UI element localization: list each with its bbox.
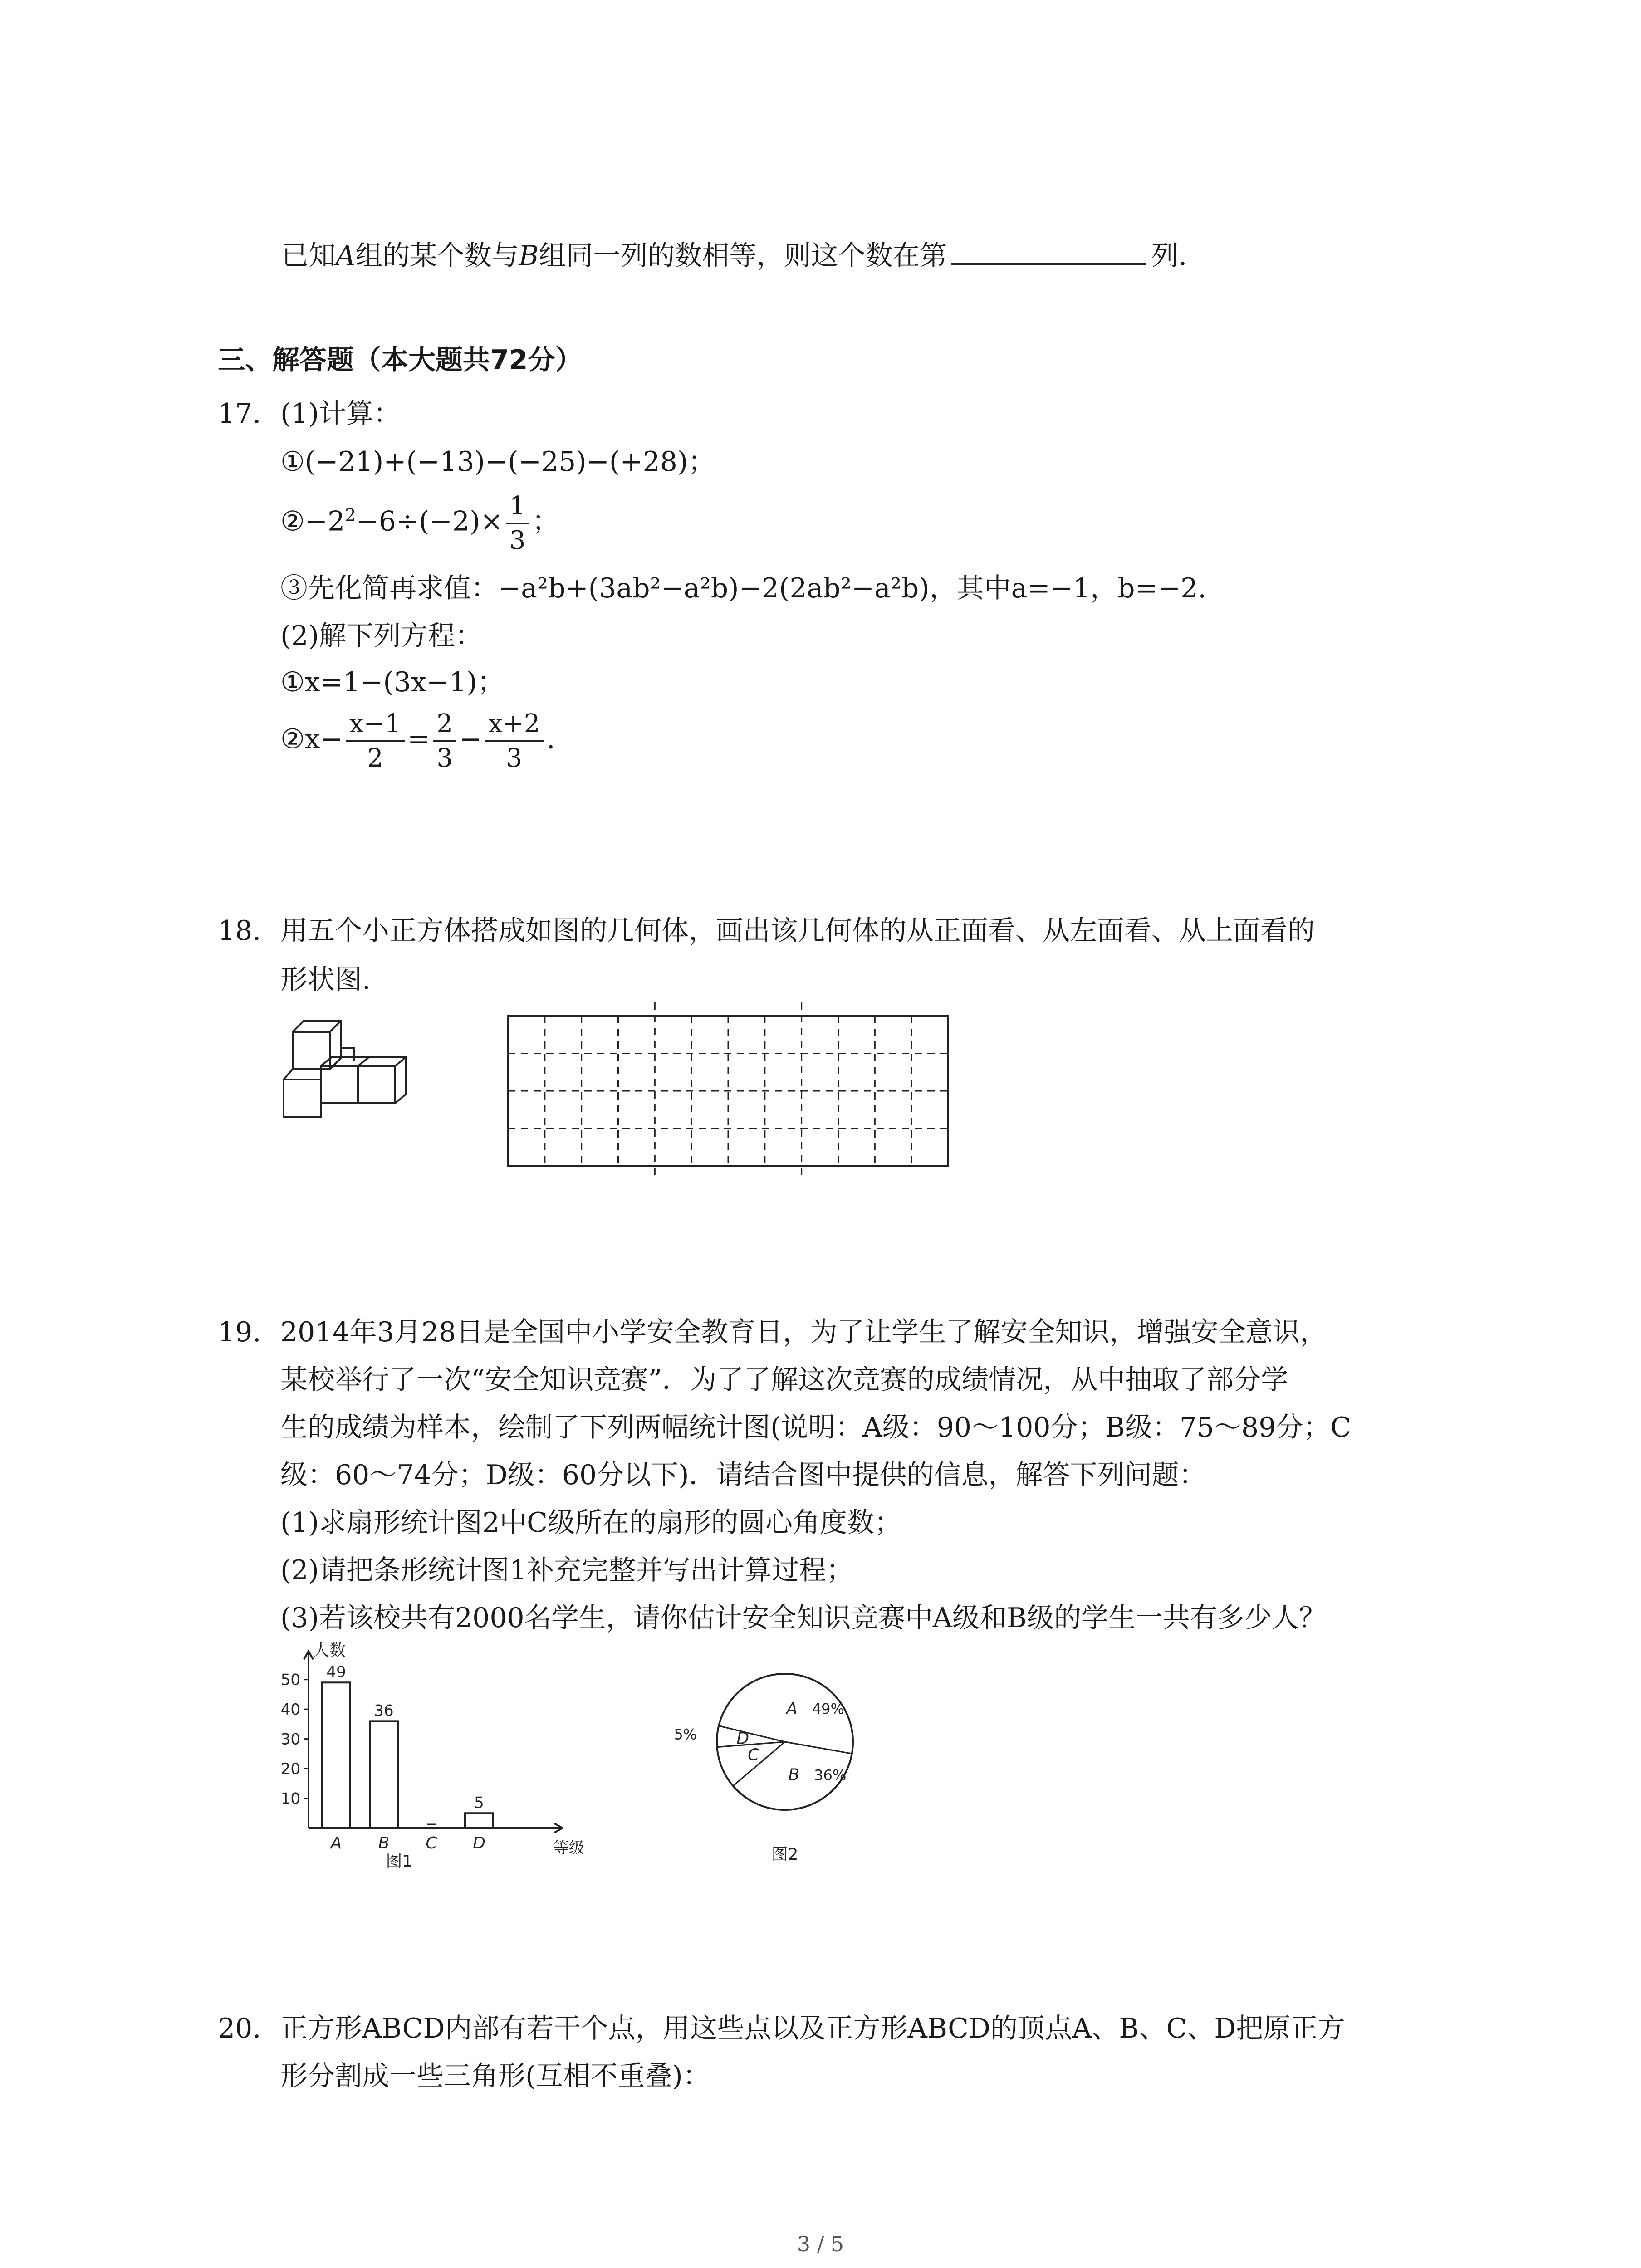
pie-label-B: B xyxy=(788,1765,800,1784)
pie-chart xyxy=(631,1656,921,1873)
section-title: 三、解答题（本大题共72分） xyxy=(218,344,583,376)
cube-figure xyxy=(279,1012,429,1129)
q17-item1: ①(−21)+(−13)−(−25)−(+28)； xyxy=(280,446,715,478)
bar-A xyxy=(322,1682,350,1828)
q19-line4: 级：60～74分；D级：60分以下)．请结合图中提供的信息，解答下列问题： xyxy=(280,1459,1206,1491)
q19-line3: 生的成绩为样本，绘制了下列两幅统计图(说明：A级：90～100分；B级：75～89分；C xyxy=(280,1412,1352,1443)
page-number: 3 / 5 xyxy=(797,2232,844,2256)
q17-eq2: ②x− $\frac{x-1}{2}$ = $\frac{2}{3}$ − $\frac{x+2}{3}$ . xyxy=(280,708,555,775)
bar-B xyxy=(370,1721,398,1828)
q19-sub3: (3)若该校共有2000名学生，请你估计安全知识竞赛中A级和B级的学生一共有多少人？ xyxy=(280,1602,1327,1634)
y-axis-label: 人数 xyxy=(313,1641,346,1660)
cube-edge xyxy=(284,1069,330,1080)
q19-sub1: (1)求扇形统计图2中C级所在的扇形的圆心角度数； xyxy=(280,1507,902,1539)
y-tick-label: 40 xyxy=(280,1701,300,1719)
q18-line1: 用五个小正方体搭成如图的几何体，画出该几何体的从正面看、从左面看、从上面看的 xyxy=(280,915,1315,947)
y-tick-label: 20 xyxy=(280,1760,300,1779)
q19-line2: 某校举行了一次“安全知识竞赛”．为了了解这次竞赛的成绩情况，从中抽取了部分学 xyxy=(280,1364,1288,1396)
x-axis-label: 等级 xyxy=(554,1839,584,1857)
q17-item3: ③先化简再求值：−a²b+(3ab²−a²b)−2(2ab²−a²b)，其中a=−1，b=−2. xyxy=(280,572,1207,604)
cube-face xyxy=(358,1066,395,1103)
pie-chart-caption: 图2 xyxy=(771,1845,798,1864)
fill-in-line: 已知A组的某个数与B组同一列的数相等，则这个数在第 列. xyxy=(281,237,1187,275)
x-tick-label: D xyxy=(473,1834,485,1853)
q17-part1: (1)计算： xyxy=(280,398,401,430)
pie-slice-D xyxy=(717,1726,785,1747)
q17-part2: (2)解下列方程： xyxy=(280,620,482,652)
pie-percent-D: 5% xyxy=(674,1725,697,1743)
q17-eq1: ①x=1−(3x−1)； xyxy=(280,666,505,698)
cube-edge xyxy=(358,1057,369,1066)
q19-sub2: (2)请把条形统计图1补充完整并写出计算过程； xyxy=(280,1554,854,1586)
question-number-18: 18. xyxy=(218,915,261,947)
q17-item2: $②-2^2-6\div(-2)\times$ $\frac{1}{3}$ ； xyxy=(280,490,559,557)
cube-face xyxy=(321,1066,358,1103)
pie-label-C: C xyxy=(748,1745,759,1765)
cube-edge xyxy=(341,1048,354,1061)
pie-percent-B: 36% xyxy=(814,1766,847,1784)
drawing-grid[interactable] xyxy=(504,1002,957,1175)
y-tick-label: 30 xyxy=(280,1730,300,1749)
pie-percent-A: 49% xyxy=(812,1700,844,1718)
question-number-17: 17. xyxy=(218,398,261,430)
x-tick-label: A xyxy=(330,1834,342,1853)
question-number-20: 20. xyxy=(218,2013,261,2044)
bar-value-label: 49 xyxy=(326,1663,346,1681)
bar-value-label: 5 xyxy=(474,1794,484,1812)
y-tick-label: 10 xyxy=(280,1789,300,1808)
pie-label-D: D xyxy=(736,1729,749,1748)
q20-line1: 正方形ABCD内部有若干个点，用这些点以及正方形ABCD的顶点A、B、C、D把原正方 xyxy=(280,2013,1345,2044)
q19-line1: 2014年3月28日是全国中小学安全教育日，为了让学生了解安全知识，增强安全意识， xyxy=(280,1316,1327,1348)
q20-line2: 形分割成一些三角形(互相不重叠)： xyxy=(280,2060,710,2092)
cube-edge xyxy=(330,1021,341,1032)
bar-value-label: 36 xyxy=(374,1701,394,1720)
question-number-19: 19. xyxy=(218,1316,261,1348)
bar-chart xyxy=(254,1633,599,1869)
answer-blank[interactable] xyxy=(951,238,1146,265)
cube-edge xyxy=(395,1057,406,1066)
bar-chart-caption: 图1 xyxy=(386,1852,413,1869)
cube-face xyxy=(284,1080,321,1117)
y-tick-label: 50 xyxy=(280,1671,300,1689)
q18-line2: 形状图. xyxy=(280,964,371,996)
pie-label-A: A xyxy=(786,1699,798,1718)
bar-D xyxy=(465,1813,493,1828)
cube-edge xyxy=(321,1057,406,1103)
x-tick-label: C xyxy=(426,1834,437,1853)
x-tick-label: B xyxy=(378,1834,390,1853)
